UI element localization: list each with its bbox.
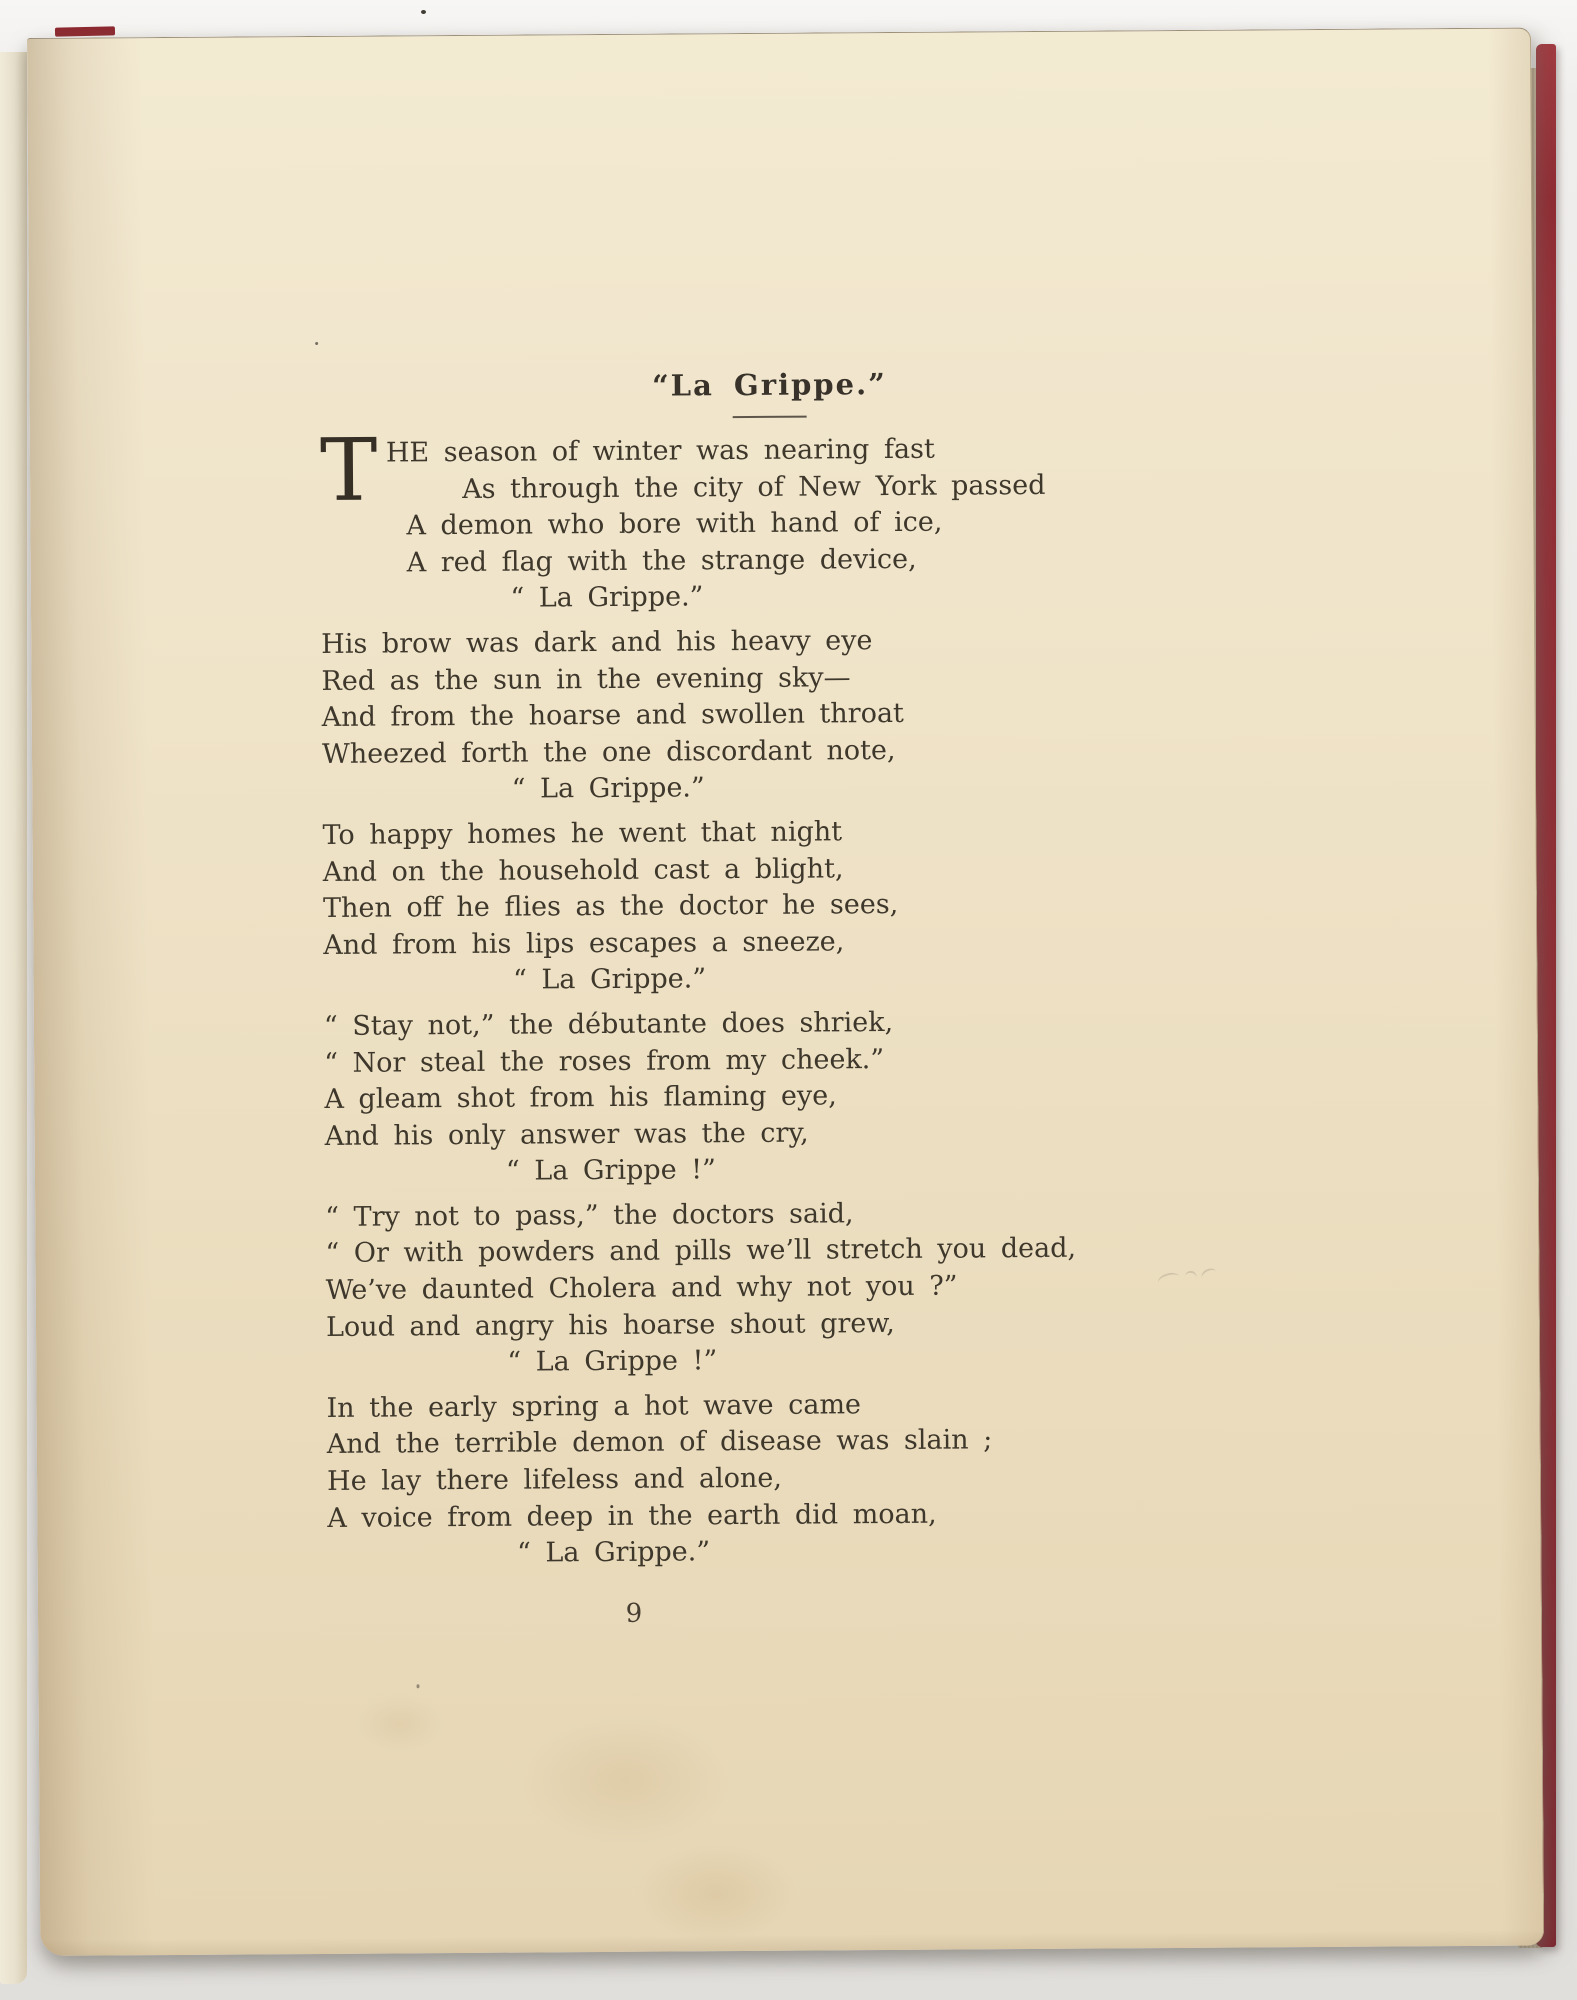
refrain-line: “ La Grippe.” bbox=[516, 1536, 711, 1569]
paper-speck bbox=[315, 342, 318, 345]
facing-page-edge bbox=[0, 52, 27, 1984]
stanza bbox=[321, 620, 1282, 810]
stanza bbox=[319, 420, 1281, 619]
poem-line: As through the city of New York passed bbox=[462, 469, 1046, 505]
refrain-line: “ La Grippe.” bbox=[510, 581, 704, 615]
poem-title: “La Grippe.” bbox=[651, 367, 887, 403]
poem-line: HE season of winter was nearing fast bbox=[385, 433, 935, 469]
refrain-line: “ La Grippe !” bbox=[505, 1154, 716, 1187]
poem-text-block bbox=[319, 362, 1288, 1630]
poem-body bbox=[319, 420, 1288, 1573]
poem-line: Wheezed forth the one discordant note, bbox=[321, 734, 896, 770]
title-rule bbox=[733, 416, 807, 419]
stanza bbox=[324, 1002, 1285, 1192]
poem-line: “ Stay not,” the débutante does shriek, bbox=[323, 1006, 894, 1042]
poem-line: “ Or with powders and pills we’ll stretch you dead, bbox=[325, 1233, 1077, 1270]
refrain-line: “ La Grippe !” bbox=[507, 1345, 718, 1378]
refrain-line: “ La Grippe.” bbox=[511, 772, 705, 805]
poem-line: A demon who bore with hand of ice, bbox=[406, 506, 943, 542]
poem-line: “ Nor steal the roses from my cheek.” bbox=[324, 1043, 885, 1079]
poem-line: And from his lips escapes a sneeze, bbox=[323, 926, 845, 961]
poem-line: And on the household cast a blight, bbox=[322, 852, 844, 888]
stanza bbox=[325, 1193, 1286, 1383]
paper-speck bbox=[417, 1684, 420, 1688]
book-cover-sliver-top-left bbox=[55, 26, 115, 36]
poem-line: In the early spring a hot wave came bbox=[326, 1389, 862, 1424]
stanza bbox=[326, 1384, 1287, 1574]
poem-line: A red flag with the strange device, bbox=[406, 543, 917, 579]
poem-line: To happy homes he went that night bbox=[322, 816, 843, 851]
poem-line: Red as the sun in the evening sky— bbox=[321, 661, 851, 697]
paper-speck bbox=[421, 10, 426, 14]
poem-line: And the terrible demon of disease was slain ; bbox=[326, 1424, 993, 1461]
page-number: 9 bbox=[625, 1598, 643, 1629]
poem-line: He lay there lifeless and alone, bbox=[326, 1462, 782, 1497]
book-page bbox=[27, 28, 1544, 1956]
poem-line: “ Try not to pass,” the doctors said, bbox=[325, 1198, 854, 1233]
drop-cap: T bbox=[319, 420, 378, 521]
poem-line: We’ve daunted Cholera and why not you ?” bbox=[325, 1270, 958, 1307]
poem-line: And from the hoarse and swollen throat bbox=[321, 698, 904, 734]
poem-line: His brow was dark and his heavy eye bbox=[321, 625, 873, 660]
poem-line: Then off he flies as the doctor he sees, bbox=[322, 889, 899, 925]
refrain-line: “ La Grippe.” bbox=[512, 963, 707, 996]
stanza bbox=[322, 811, 1283, 1001]
poem-line: And his only answer was the cry, bbox=[324, 1117, 809, 1152]
poem-line: A voice from deep in the earth did moan, bbox=[327, 1498, 937, 1534]
poem-line: A gleam shot from his flaming eye, bbox=[324, 1080, 837, 1116]
poem-line: Loud and angry his hoarse shout grew, bbox=[325, 1307, 895, 1343]
